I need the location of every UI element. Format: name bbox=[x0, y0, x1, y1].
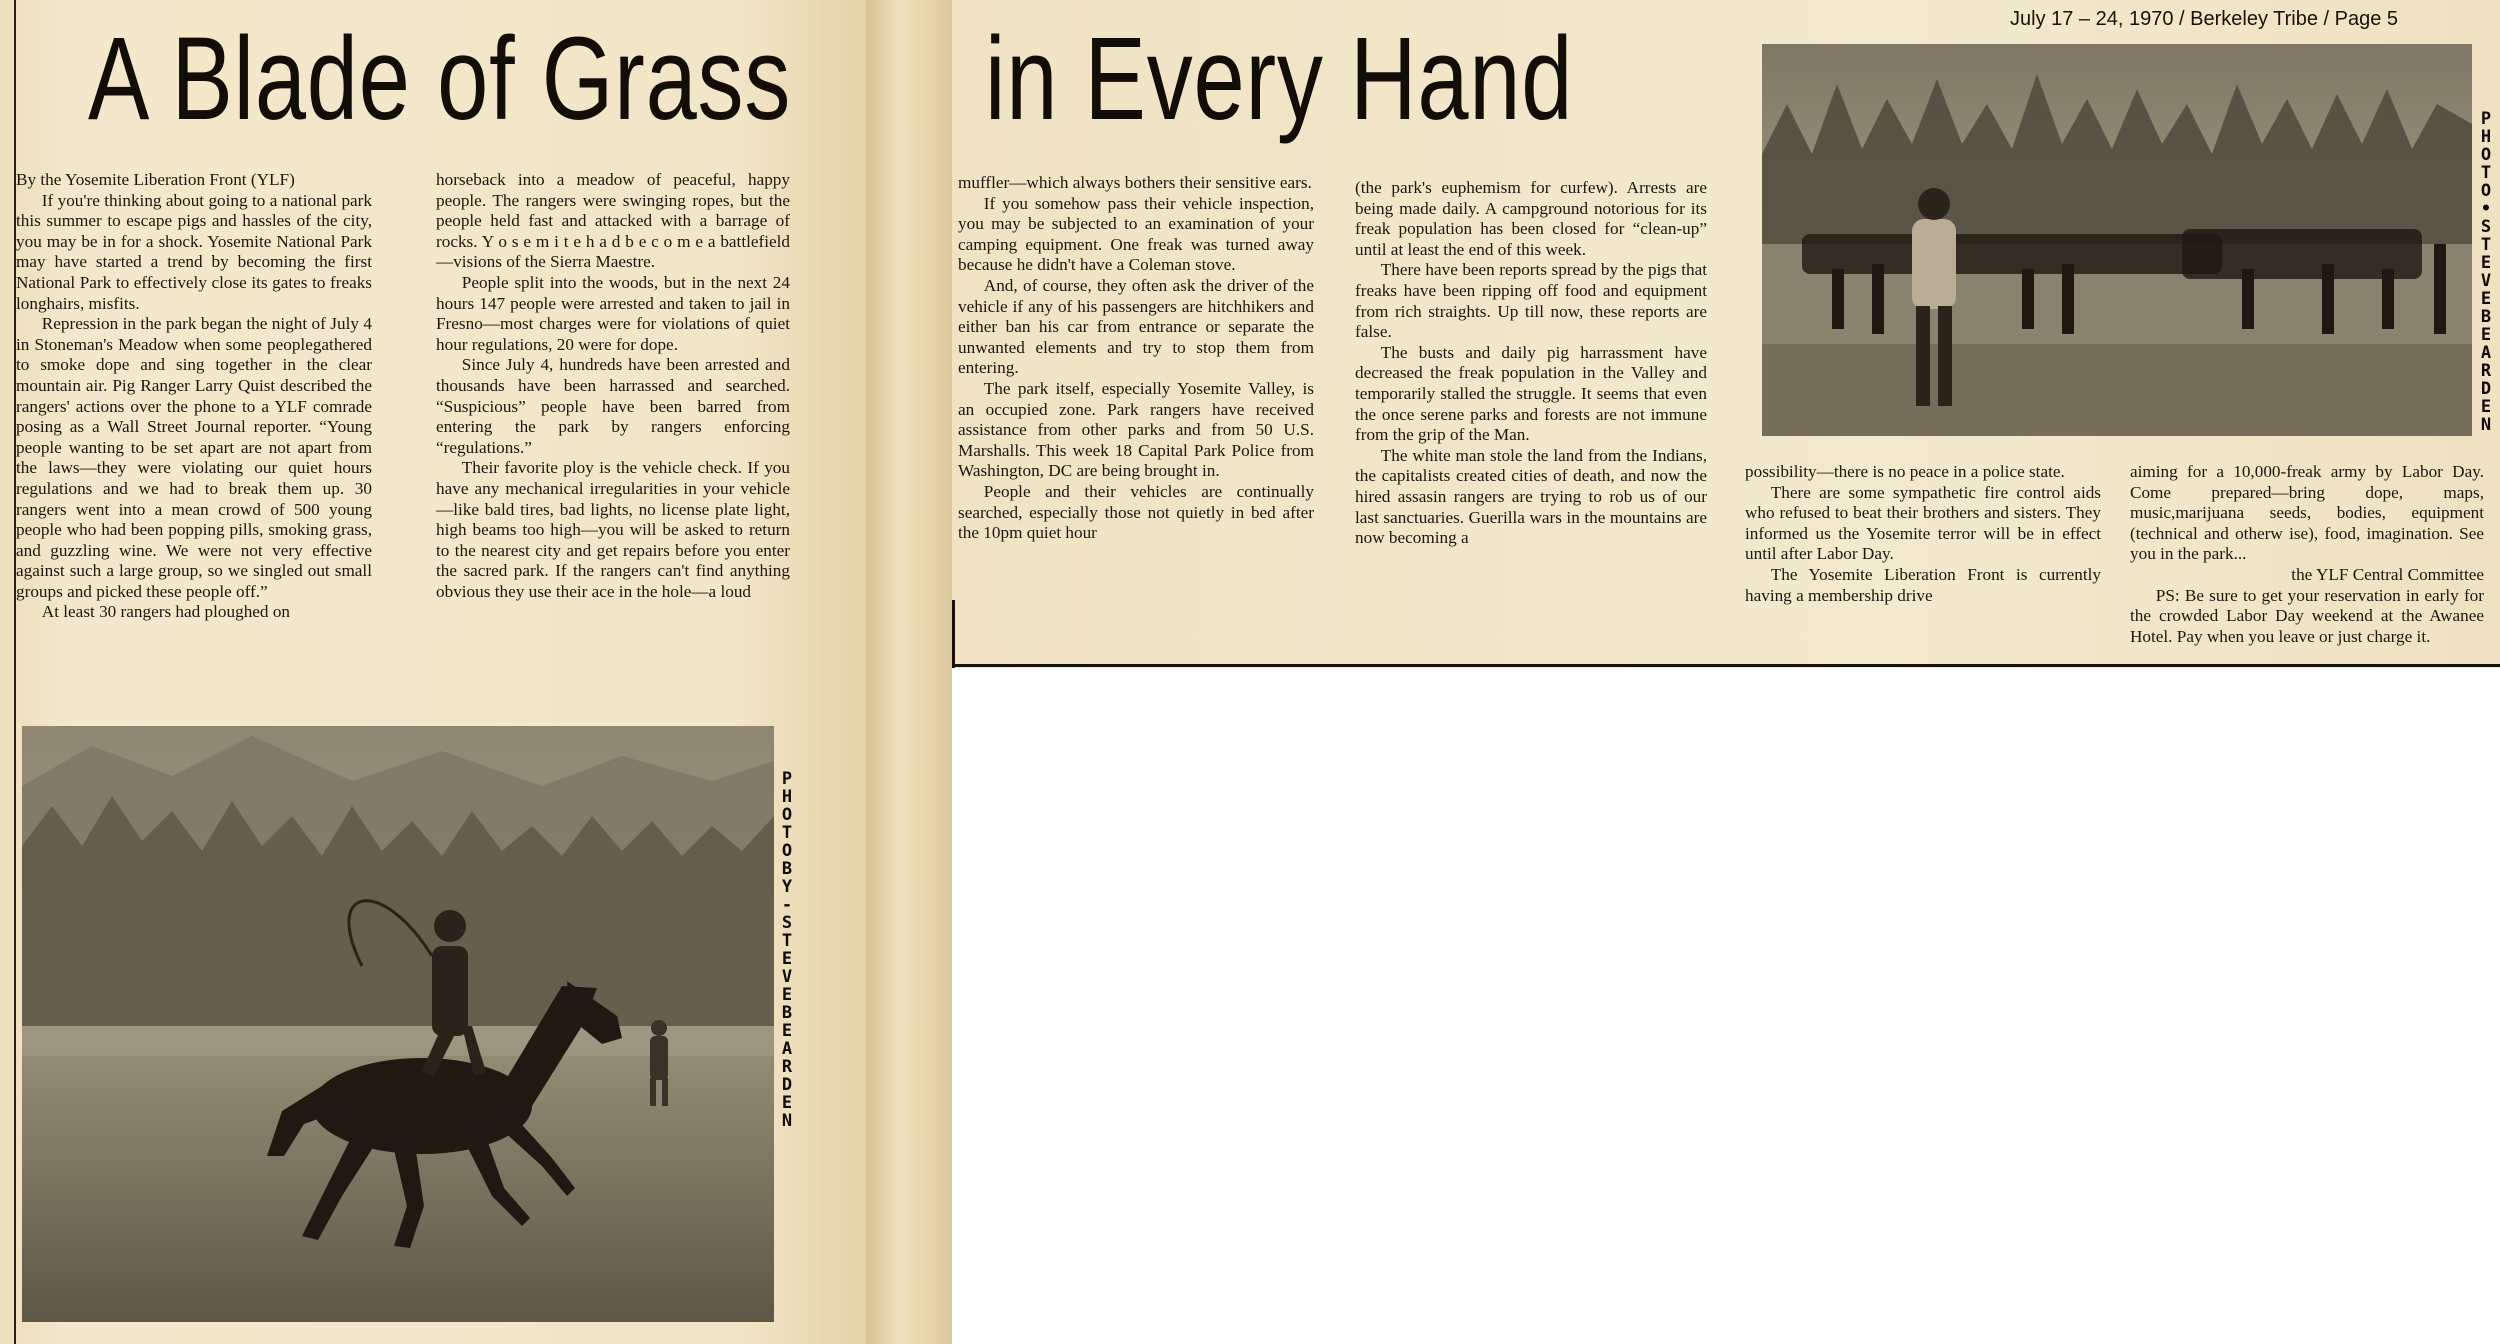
page-bottom-rule bbox=[952, 664, 2500, 667]
crowd-meadow-photo bbox=[1762, 44, 2472, 436]
blank-area bbox=[952, 668, 2500, 1344]
article-column-6 bbox=[2130, 462, 2484, 647]
article-column-4 bbox=[1355, 178, 1707, 549]
horseback-ranger-photo bbox=[22, 726, 774, 1322]
paragraph: possibility—there is no peace in a police state. bbox=[1745, 462, 2065, 481]
article-column-2 bbox=[436, 170, 790, 602]
paragraph: (the park's euphemism for curfew). Arrests are being made daily. A campground notorious for its freak population has been closed for “clean-up” until at least the end of this week. bbox=[1355, 178, 1707, 259]
headline-left: A Blade of Grass bbox=[88, 13, 792, 145]
page-gutter bbox=[866, 0, 952, 1344]
headline-right: in Every Hand bbox=[985, 13, 1574, 145]
article-column-5 bbox=[1745, 462, 2101, 606]
paragraph: The white man stole the land from the Indians, the capitalists created cities of death, and now the hired assasin rangers are trying to rob us of our last sanctuaries. Guerilla wars in the mountains are now becoming a bbox=[1355, 445, 1707, 548]
paragraph: At least 30 rangers had ploughed on bbox=[41, 602, 291, 622]
photo-credit-horse: PHOTO BY-STEVE BEARDEN bbox=[781, 769, 793, 1131]
folio: July 17 – 24, 1970 / Berkeley Tribe / Page 5 bbox=[2010, 8, 2399, 30]
article-column-3 bbox=[958, 173, 1314, 544]
paragraph: People split into the woods, but in the next 24 hours 147 people were arrested and taken to jail in Fresno—most charges were for violations of quiet hour regulations, 20 were for dope. bbox=[436, 272, 790, 354]
byline: By the Yosemite Liberation Front (YLF) bbox=[16, 170, 295, 189]
paragraph: People and their vehicles are continually searched, especially those not quietly in bed after the 10pm quiet hour bbox=[958, 481, 1314, 543]
paragraph: horseback into a meadow of peaceful, happy people. The rangers were swinging ropes, but the people held fast and attacked with a barrage of rocks. Y o s e m i t e h a d b e c o m e a battlefield—visions of the Sierra Maestre. bbox=[436, 170, 790, 272]
paragraph: The park itself, especially Yosemite Valley, is an occupied zone. Park rangers have received assistance from other parks and from 50 U.S. Marshalls. This week 18 Capital Park Police from Washington, DC are being brought in. bbox=[958, 378, 1314, 481]
paragraph: aiming for a 10,000-freak army by Labor Day. Come prepared—bring dope, maps, music,marijuana seeds, bodies, equipment (technical and otherw ise), food, imagination. See you in the park... bbox=[2130, 462, 2484, 564]
photo-credit-crowd: PHOTO•STEVE BEARDEN bbox=[2480, 109, 2492, 435]
paragraph: PS: Be sure to get your reservation in early for the crowded Labor Day weekend at the Awanee Hotel. Pay when you leave or just charge it. bbox=[2130, 585, 2484, 646]
paragraph: The Yosemite Liberation Front is currently having a membership drive bbox=[1745, 564, 2101, 605]
paragraph: There are some sympathetic fire control aids who refused to beat their brothers and sisters. They informed us the Yosemite terror will be in effect until after Labor Day. bbox=[1745, 482, 2101, 564]
paragraph: Repression in the park began the night of July 4 in Stoneman's Meadow when some peoplegathered to smoke dope and sing together in the clear mountain air. Pig Ranger Larry Quist described the rangers' actions over the phone to a YLF comrade posing as a Wall Street Journal reporter. “Young people wanting to be set apart are not apart from the laws—they were violating our quiet hours regulations and we had to break them up. 30 rangers went into a mean crowd of 500 young people who had been popping pills, smoking grass, and guzzling wine. We were not very effective against such a large group, so we singled out small groups and picked these people off.” bbox=[16, 314, 372, 601]
paragraph: If you're thinking about going to a national park this summer to escape pigs and hassles of the city, you may be in for a shock. Yosemite National Park may have started a trend by becoming the first National Park to effectively close its gates to freaks longhairs, misfits. bbox=[16, 190, 372, 313]
signature: the YLF Central Committee bbox=[2291, 564, 2484, 584]
paragraph: Since July 4, hundreds have been arrested and thousands have been harrassed and searched. “Suspicious” people have been barred from entering the park by rangers enforcing “regulations.” bbox=[436, 355, 790, 457]
paragraph: There have been reports spread by the pigs that freaks have been ripping off food and equipment from rich straights. Up till now, these reports are false. bbox=[1355, 260, 1707, 342]
paragraph: And, of course, they often ask the driver of the vehicle if any of his passengers are hitchhikers and either ban his car from entrance or separate the unwanted elements and try to stop them from entering. bbox=[958, 275, 1314, 378]
paragraph: Their favorite ploy is the vehicle check. If you have any mechanical irregularities in your vehicle—like bald tires, bad lights, no license plate light, high beams too high—you will be asked to return to the nearest city and get repairs before you enter the sacred park. If the rangers can't find anything obvious they use their ace in the hole—a loud bbox=[436, 458, 790, 601]
page-corner-rule bbox=[952, 600, 955, 668]
article-column-1 bbox=[16, 170, 372, 623]
paragraph: muffler—which always bothers their sensitive ears. bbox=[958, 173, 1312, 192]
paragraph: The busts and daily pig harrassment have decreased the freak population in the Valley and temporarily stalled the struggle. It seems that even the once serene parks and forests are not immune from the grip of the Man. bbox=[1355, 342, 1707, 445]
paragraph: If you somehow pass their vehicle inspection, you may be subjected to an examination of your camping equipment. One freak was turned away because he didn't have a Coleman stove. bbox=[958, 193, 1314, 275]
